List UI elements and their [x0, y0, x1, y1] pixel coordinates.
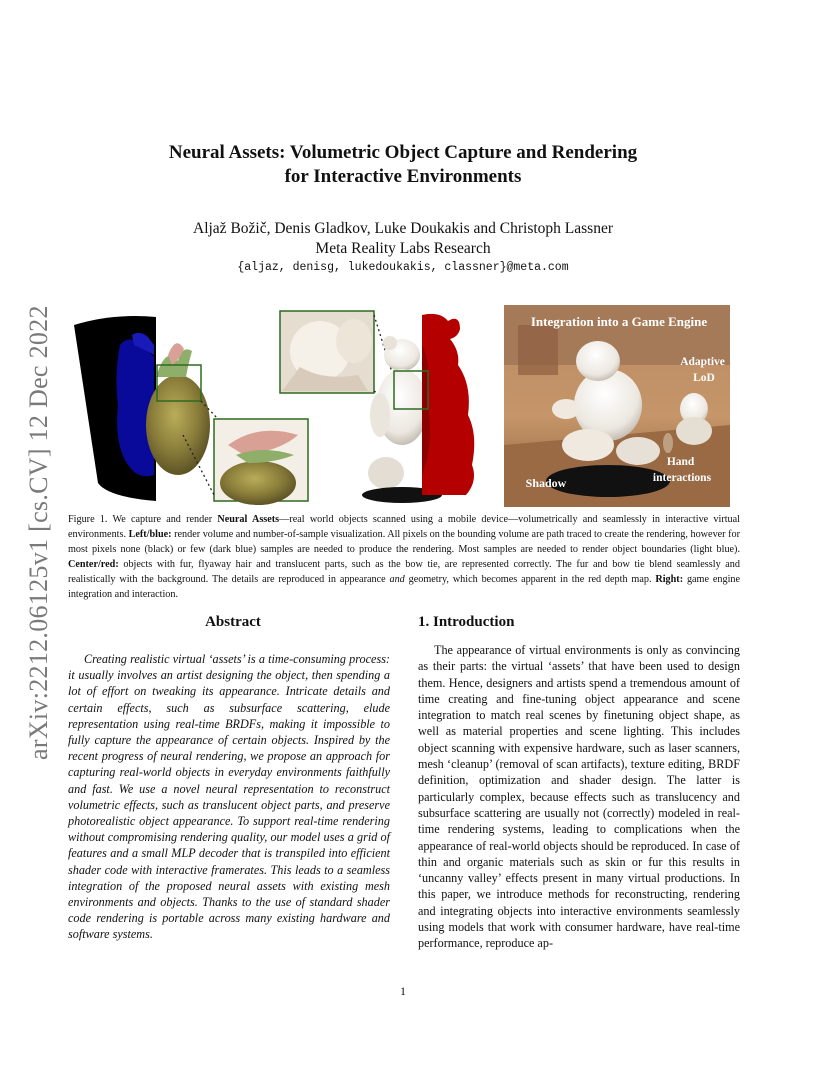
- figure-caption: [68, 512, 740, 602]
- title-line-2: for Interactive Environments: [284, 166, 522, 187]
- bear-zoom-inset: [280, 311, 374, 393]
- caption-bold: Center/red:: [68, 559, 119, 570]
- volume-visualization: [74, 316, 156, 501]
- caption-text: game engine integration and interaction.: [68, 574, 741, 600]
- author-list: Aljaž Božič, Denis Gladkov, Luke Doukakis and Christoph Lassner: [193, 220, 613, 237]
- caption-bold: Left/blue:: [128, 529, 172, 540]
- shadow-label: Shadow: [525, 476, 567, 490]
- abstract-body: Creating realistic virtual ‘assets’ is a time-consuming process: it usually involves an artist designing the object, then spending a lot of effort on tweaking its appearance. Intricate details and certain effects, such as subsurface scattering, elude representation using real-time BRDFs, making it impossible to fully capture the appearance of certain objects. Inspired by the recent progress of neural rendering, we propose an approach for capturing real-world objects in everyday environments faithfully and fast. We use a novel neural representation to reconstruct volumetric effects, such as translucent object parts, and preserve photorealistic object appearance. To support real-time rendering without compromising rendering quality, our model uses a grid of features and a small MLP decoder that is transpiled into efficient shader code with interactive framerates. This leads to a seamless integration of the proposed neural assets with existing mesh environments and objects. Thanks to the use of standard shader code rendering is portable across many existing hardware and software systems.: [68, 652, 390, 942]
- abstract-heading: Abstract: [205, 614, 261, 630]
- caption-text: Figure 1. We capture and render: [68, 514, 218, 525]
- paper-title: [0, 141, 806, 189]
- caption-text: objects with fur, flyaway hair and translucent parts, such as the bow tie, are represented correctly. The fur and bow tie blend seamlessly and realistically with the background. The details are reproduced in appearance: [68, 559, 740, 585]
- affiliation: Meta Reality Labs Research: [315, 240, 491, 257]
- caption-italic: and: [389, 574, 405, 585]
- caption-text: —real world objects scanned using a mobile device—volumetrically and seamlessly in interactive virtual environments.: [68, 514, 741, 540]
- teaser-figure: [68, 305, 738, 507]
- game-engine-title: Integration into a Game Engine: [530, 314, 708, 329]
- hand-interactions-label: Hand interactions: [652, 456, 712, 484]
- caption-text: render volume and number-of-sample visualization. All pixels on the bounding volume are path traced to create the rendering, however for most pixels none (black) or few (dark blue) samples are needed to produce the rendering. Most samples are needed to render object boundaries (light blue).: [68, 529, 740, 555]
- depth-map: [422, 314, 474, 495]
- title-line-1: Neural Assets: Volumetric Object Capture and Rendering: [168, 142, 638, 163]
- caption-bold: Right:: [655, 574, 684, 585]
- caption-bold: Neural Assets: [217, 514, 280, 525]
- introduction-heading: 1. Introduction: [418, 614, 515, 630]
- introduction-body: The appearance of virtual environments is only as convincing as their parts: the virtual ‘assets’ that have been used to design them. Hence, designers and artists spend a tremendous amount of time creating and fine-tuning object appearance and scene integration to match real scenes by finetuning object shape, as well as material properties and scene lighting. This includes object scanning with expensive hardware, such as laser scanners, mesh ‘cleanup’ (removal of scan artifacts), texture editing, BRDF definition, optimization and shader design. The latter is particularly complex, because effects such as translucency and subsurface scattering are usually not (correctly) modeled in real-time rendering systems, leading to complications when the appearance of real-world objects should be reproduced. In case of thin and organic materials such as skin or fur this results in ‘uncanny valley’ effects present in many virtual productions. In this paper, we introduce methods for reconstructing, rendering and integrating objects into interactive environments seamlessly using models that work with consumer hardware, have real-time performance, reproduce ap-: [418, 643, 740, 951]
- caption-text: geometry, which becomes apparent in the red depth map.: [404, 574, 656, 585]
- arxiv-stamp: arXiv:2212.06125v1 [cs.CV] 12 Dec 2022: [24, 305, 53, 760]
- page-number: 1: [400, 984, 406, 998]
- email-list: {aljaz, denisg, lukedoukakis, classner}@meta.com: [237, 261, 569, 274]
- adaptive-lod-label: Adaptive LoD: [680, 356, 725, 384]
- plant-zoom-inset: [214, 419, 308, 505]
